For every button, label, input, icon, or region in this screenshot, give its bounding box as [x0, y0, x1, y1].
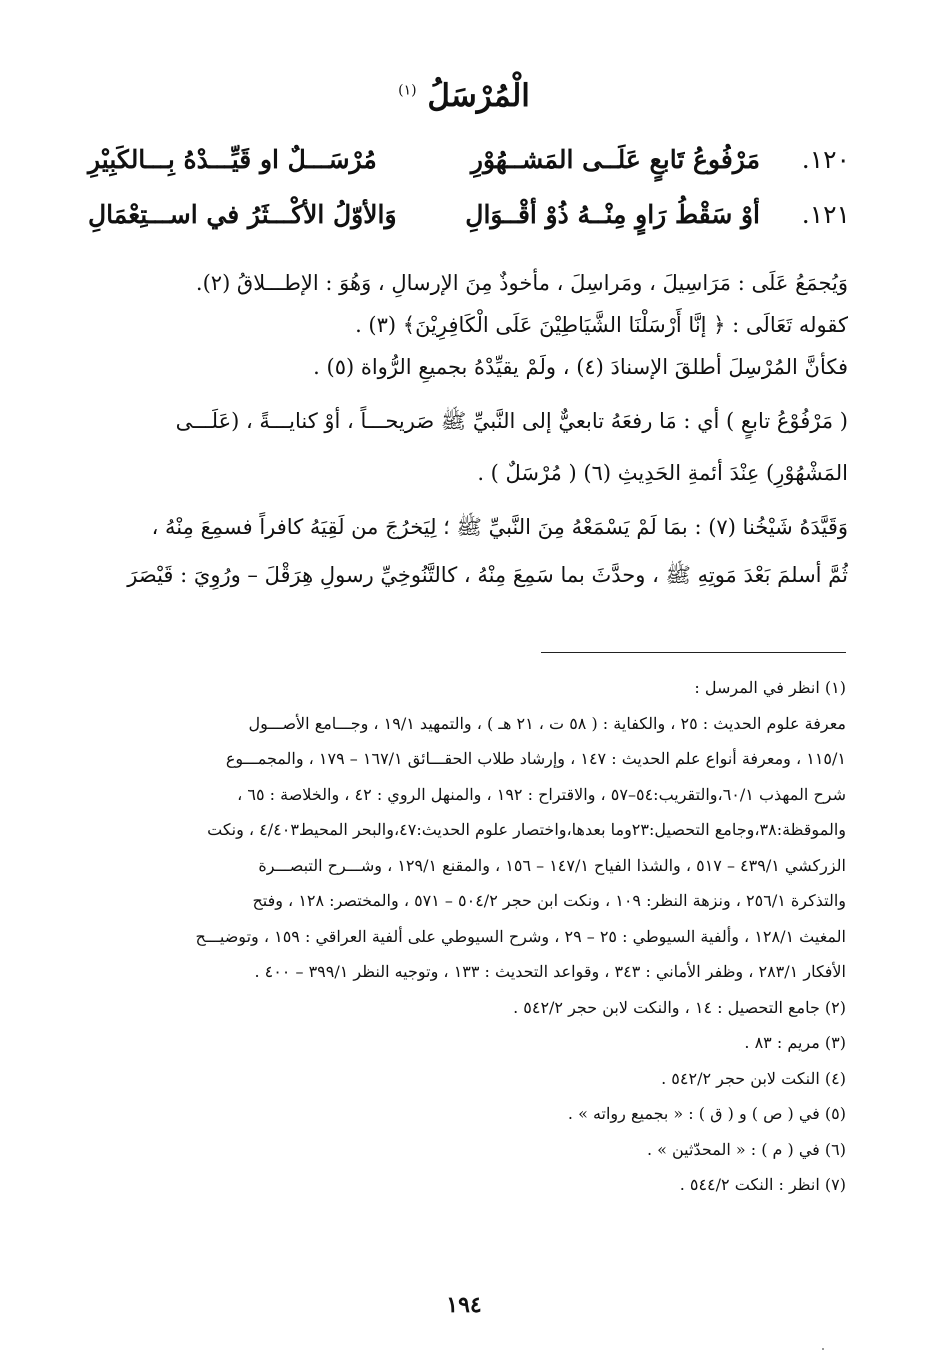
commentary-line: ثُمَّ أسلمَ بَعْدَ مَوتِهِ ﷺ ، وحدَّثَ بما سَمِعَ مِنْهُ ، كالتَّنُوخِيِّ رسولِ هِرَقْلَ – ورُوِيَ : قَيْصَرَ	[127, 563, 848, 587]
footnote-line: (٣) مريم : ٨٣ .	[744, 1033, 846, 1052]
chapter-title-footnote-ref: (١)	[398, 82, 417, 99]
footnote-line: (٥) في ( ص ) و ( ق ) : « بجميع رواته » .	[567, 1104, 846, 1123]
footnote-line: (٤) النكت لابن حجر ٥٤٢/٢ .	[661, 1068, 846, 1088]
footnote-line: (٧) انظر : النكت ٥٤٤/٢ .	[679, 1175, 846, 1194]
verse-first-hemistich: مَرْفُوعُ تَابعٍ عَلَــى المَشــهُوْرِ	[470, 145, 760, 174]
footnote-line: الزركشي ٤٣٩/١ – ٥١٧ ، والشذا الفياح ١٤٧/١ – ١٥٦ ، والمقنع ١٢٩/١ ، وشـــرح التبصـــرة	[258, 855, 846, 875]
scan-speck	[822, 1348, 824, 1350]
verse-second-hemistich: مُرْسَـــلٌ او قَيِّـــدْهُ بِـــالكَبِيْرِ	[88, 145, 377, 174]
verse-second-hemistich: وَالأوّلُ الأكْـــثَرُ في اســـتِعْمَالِ	[88, 200, 397, 229]
footnote-line: المغيث ١٢٨/١ ، وألفية السيوطي : ٢٥ – ٢٩ ، وشرح السيوطي على ألفية العراقي : ١٥٩ ، وتوضيـــح	[195, 926, 846, 946]
commentary-line: وَقَيَّدَهُ شَيْخُنا (٧) : بمَا لَمْ يَسْمَعْهُ مِنَ النَّبيِّ ﷺ ؛ لِيَخرُجَ من لَقِيَهُ كافراً فسمِعَ مِنْهُ ،	[151, 515, 848, 539]
verse-first-hemistich: أوْ سَقْطُ رَاوٍ مِنْــهُ ذُوْ أقْــوَالِ	[465, 200, 760, 229]
commentary-line: ( مَرْفُوْعُ تابعٍ ) أي : مَا رفعَهُ تابعيٌّ إلى النَّبيِّ ﷺ صَريحـــاً ، أوْ كنايـــةً ، (عَلَـــى	[175, 409, 848, 433]
footnote-line: والتذكرة ٢٥٦/١ ، ونزهة النظر: ١٠٩ ، ونكت ابن حجر ٥٠٤/٢ – ٥٧١ ، والمختصر: ١٢٨ ، وفتح	[252, 891, 846, 910]
footnote-line: الأفكار ٢٨٣/١ ، وظفر الأماني : ٣٤٣ ، وقواعد التحديث : ١٣٣ ، وتوجيه النظر ٣٩٩/١ – ٤٠٠ .	[254, 962, 846, 981]
chapter-title-text: الْمُرْسَلُ	[427, 78, 530, 114]
commentary-line: كقوله تَعَالَى : ﴿ إنَّا أَرْسَلْنَا الشَّيَاطِيْنَ عَلَى الْكَافِرِيْنَ﴾ (٣) .	[355, 313, 848, 337]
verse-number: ١٢١.	[801, 200, 850, 229]
page-number: ١٩٤	[446, 1292, 482, 1318]
footnotes	[78, 670, 846, 1203]
verse-120	[88, 145, 850, 189]
footnote-line: ١١٥/١ ، ومعرفة أنواع علم الحديث : ١٤٧ ، وإرشاد طلاب الحقـــائق ١٦٧/١ – ١٧٩ ، والمجمـــوع	[225, 749, 846, 768]
verse-number: ١٢٠.	[801, 145, 850, 174]
commentary-line: فكأنَّ المُرْسِلَ أطلقَ الإسنادَ (٤) ، ولَمْ يقيِّدْهُ بجميعِ الرُّواة (٥) .	[313, 355, 848, 379]
footnote-separator	[541, 652, 846, 653]
footnote-line: والموقظة:٣٨،وجامع التحصيل:٢٣وما بعدها،واختصار علوم الحديث:٤٧،والبحر المحيط٤/٤٠٣ ، ونكت	[207, 820, 846, 839]
commentary-text	[80, 262, 848, 596]
footnote-line: معرفة علوم الحديث : ٢٥ ، والكفاية : ( ٥٨ ت ، ٢١ هـ ) ، والتمهيد ١٩/١ ، وجـــامع الأصـــول	[248, 713, 846, 733]
footnote-line: (٦) في ( م ) : « المحدّثين » .	[646, 1139, 846, 1159]
commentary-line: وَيُجمَعُ عَلَى : مَرَاسِيلَ ، ومَراسِلَ ، مأخوذٌ مِنَ الإرسالِ ، وَهُوَ : الإطـــلاقُ (٢).	[195, 271, 848, 295]
chapter-title	[0, 78, 928, 114]
footnote-line: شرح المهذب ٦٠/١،والتقريب:٥٤–٥٧ ، والاقتراح : ١٩٢ ، والمنهل الروي : ٤٢ ، والخلاصة : ٦٥ ،	[237, 784, 846, 804]
footnote-line: (١) انظر في المرسل :	[694, 678, 846, 697]
footnote-line: (٢) جامع التحصيل : ١٤ ، والنكت لابن حجر ٥٤٢/٢ .	[513, 997, 846, 1017]
commentary-line: المَشْهُوْرِ) عِنْدَ أئمةِ الحَدِيثِ (٦) ( مُرْسَلٌ ) .	[477, 461, 848, 485]
verse-121	[88, 200, 850, 244]
